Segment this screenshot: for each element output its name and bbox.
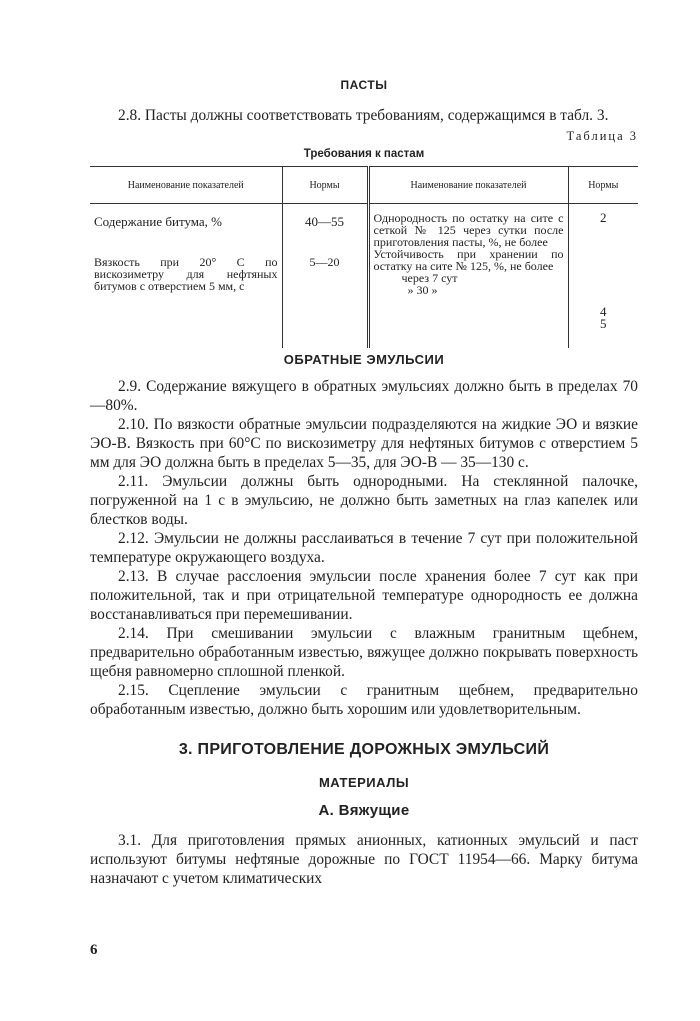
table-cell: Вязкость при 20° С по вискозиметру для нефтяных битумов с отверстием 5 мм, с [94, 255, 278, 293]
paragraph-2-13: 2.13. В случае расслоения эмульсии после хранения более 7 сут как при положительной, так и при отрицательной температуре однородность ее должна восстанавливаться при перемешивании. [90, 568, 638, 623]
table-cell: 5—20 [309, 255, 340, 269]
heading-materials: МАТЕРИАЛЫ [318, 775, 410, 790]
table-cell: через 7 сут [401, 271, 458, 285]
page-content [90, 78, 638, 888]
table-right-norms [568, 204, 638, 349]
table-header-norm-2: Нормы [568, 167, 638, 204]
table-left-names [90, 204, 282, 349]
table-title: Требования к пастам [303, 148, 425, 160]
table-header-name-1: Наименование показателей [90, 167, 282, 204]
paragraph-2-15: 2.15. Сцепление эмульсии с гранитным щебнем, предварительно обработанным известью, должно быть хорошим или удовлетворительным. [90, 682, 638, 718]
table-cell: Устойчивость при хранении по остатку на сите № 125, %, не более [373, 247, 564, 273]
paragraph-2-9: 2.9. Содержание вяжущего в обратных эмульсиях должно быть в пределах 70—80%. [90, 378, 638, 414]
table-cell: Содержание битума, % [94, 214, 223, 229]
page-number: 6 [90, 942, 98, 958]
paragraph-3-1: 3.1. Для приготовления прямых анионных, катионных эмульсий и паст используют битумы нефтяные дорожные по ГОСТ 11954—66. Марку битума назначают с учетом климатических [90, 832, 638, 887]
heading-reverse-emulsions: ОБРАТНЫЕ ЭМУЛЬСИИ [283, 352, 445, 367]
table-header-name-2: Наименование показателей [368, 167, 568, 204]
table-cell: 4 [600, 304, 607, 319]
table-cell: 2 [600, 210, 607, 225]
heading-section-3: 3. ПРИГОТОВЛЕНИЕ ДОРОЖНЫХ ЭМУЛЬСИЙ [178, 741, 550, 758]
table-cell: 5 [600, 316, 607, 331]
table-header-norm-1: Нормы [282, 167, 368, 204]
table-caption: Таблица 3 [566, 129, 638, 143]
paragraph-2-10: 2.10. По вязкости обратные эмульсии подразделяются на жидкие ЭО и вязкие ЭО-В. Вязкость при 60°С по вискозиметру для нефтяных битумов с отверстием 5 мм для ЭО должна быть в пределах 5—35, для ЭО-В — 35—130 с. [90, 416, 638, 471]
paragraph-2-14: 2.14. При смешивании эмульсии с влажным гранитным щебнем, предварительно обработанным известью, вяжущее должно покрывать поверхность щебня равномерно сплошной пленкой. [90, 625, 638, 680]
paragraph-2-11: 2.11. Эмульсии должны быть однородными. На стеклянной палочке, погруженной на 1 с в эмульсию, не должно быть заметных на глаз капелек или блестков воды. [90, 473, 638, 528]
table-left-norms [282, 204, 368, 349]
heading-pastes: ПАСТЫ [340, 78, 388, 92]
table-right-names [368, 204, 568, 349]
table-cell: Однородность по остатку на сите с сеткой № 125 через сутки после приготовления пасты, %, не более [373, 211, 564, 249]
requirements-table [90, 166, 638, 348]
table-cell: » 30 » [407, 283, 438, 297]
paragraph-2-8: 2.8. Пасты должны соответствовать требованиям, содержащимся в табл. 3. [118, 107, 609, 124]
heading-binders: А. Вяжущие [318, 802, 410, 819]
paragraph-2-12: 2.12. Эмульсии не должны расслаиваться в течение 7 сут при положительной температуре окружающего воздуха. [90, 530, 638, 566]
table-cell: 40—55 [305, 214, 344, 229]
